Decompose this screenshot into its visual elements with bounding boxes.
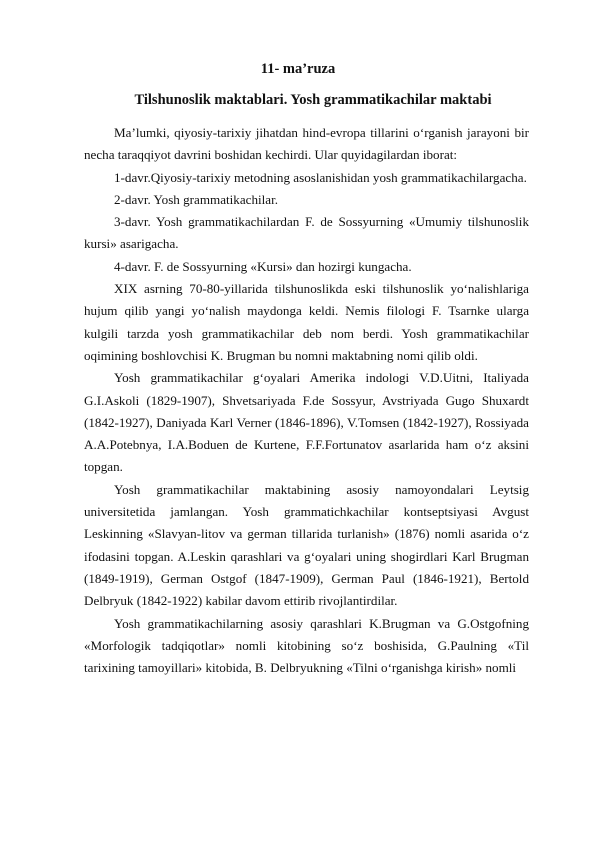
paragraph-intro: Ma’lumki, qiyosiy-tarixiy jihatdan hind-evropa tillarini o‘rganish jarayoni bir necha taraqqiyot davrini boshidan kechirdi. Ular quyidagilardan iborat: — [84, 125, 529, 163]
body-text — [84, 122, 529, 679]
paragraph-period-3: 3-davr. Yosh grammatikachilardan F. de Sossyurning «Umumiy tilshunoslik kursi» asarigacha. — [84, 214, 529, 252]
lecture-number: 11- ma’ruza — [260, 61, 336, 77]
paragraph-representatives: Yosh grammatikachilar maktabining asosiy namoyondalari Leytsig universitetida jamlangan. Yosh grammatichkachilar kontseptsiyasi Avgust Leskinning «Slavyan-litov va german tillarida turlanish» (1876) nomli asarida o‘z ifodasini topgan. A.Leskin qarashlari va g‘oyalari uning shogirdlari Karl Brugman (1849-1919), German Ostgof (1847-1909), German Paul (1846-1921), Bertold Delbryuk (1842-1922) kabilar davom ettirib rivojlantirdilar. — [84, 481, 529, 609]
paragraph-period-2: 2-davr. Yosh grammatikachilar. — [114, 191, 279, 207]
paragraph-origin: XIX asrning 70-80-yillarida tilshunoslikda eski tilshunoslik yo‘nalishlariga hujum qilib yangi yo‘nalish maydonga keldi. Nemis filologi F. Tsarnke ularga kulgili tarzda yosh grammatikachilar deb nom berdi. Yosh grammatikachilar oqimining boshlovchisi K. Brugman bu nomni maktabning nomi qilib oldi. — [84, 281, 529, 363]
paragraph-period-4: 4-davr. F. de Sossyurning «Kursi» dan hozirgi kungacha. — [114, 258, 412, 274]
paragraph-main-views: Yosh grammatikachilarning asosiy qarashlari K.Brugman va G.Ostgofning «Morfologik tadqiqotlar» nomli kitobining so‘z boshisida, G.Paulning «Til tarixining tamoyillari» kitobida, B. Delbryukning «Tilni o‘rganishga kirish» nomli — [84, 615, 529, 676]
page-title: Tilshunoslik maktablari. Yosh grammatikachilar maktabi — [134, 92, 492, 108]
paragraph-ideas-spread: Yosh grammatikachilar g‘oyalari Amerika indologi V.D.Uitni, Italiyada G.I.Askoli (1829-1907), Shvetsariyada F.de Sossyur, Avstriyada Gugo Shuxardt (1842-1927), Daniyada Karl Verner (1846-1896), V.Tomsen (1842-1927), Rossiyada A.A.Potebnya, I.A.Boduen de Kurtene, F.F.Fortunatov asarlarida ham o‘z aksini topgan. — [84, 370, 529, 475]
paragraph-period-1: 1-davr.Qiyosiy-tarixiy metodning asoslanishidan yosh grammatikachilargacha. — [114, 169, 527, 185]
